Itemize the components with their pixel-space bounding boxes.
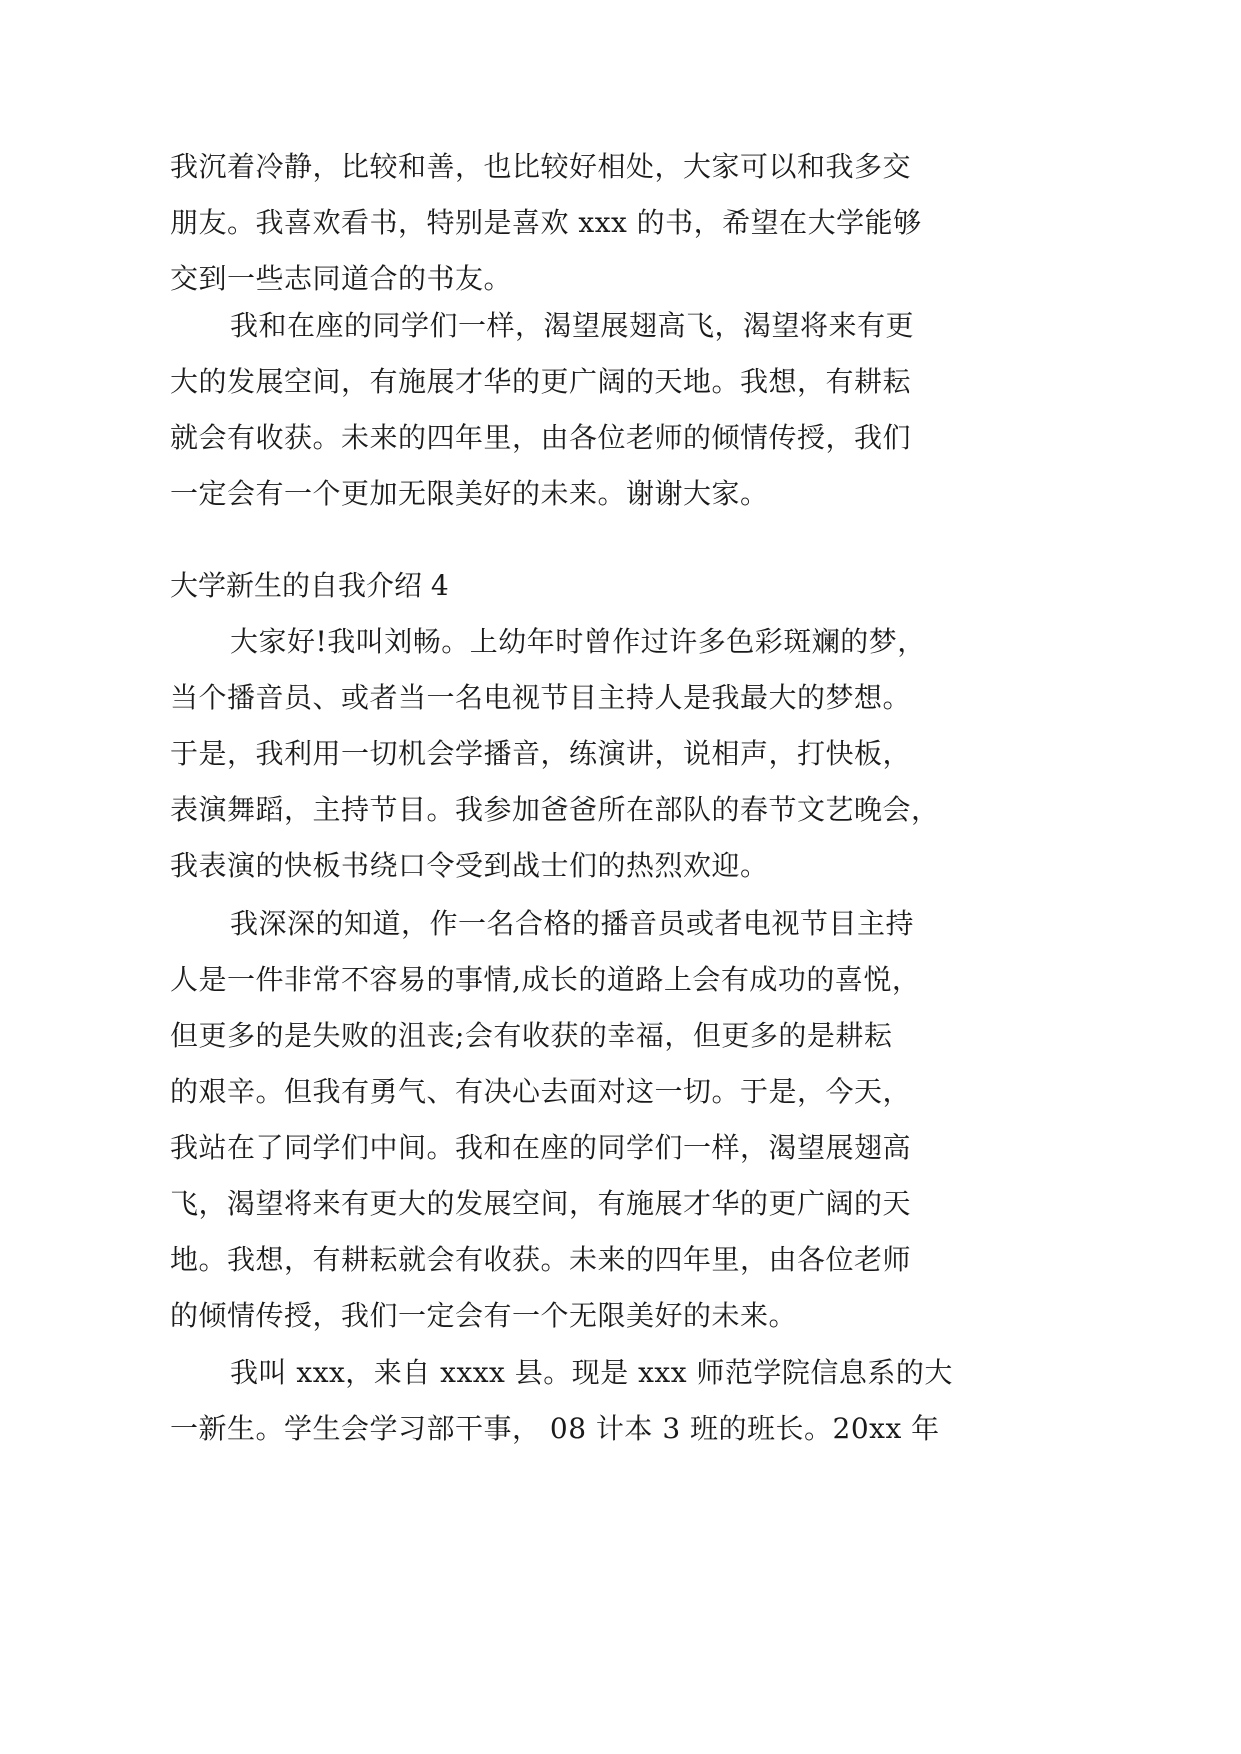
paragraph-line: 交到一些志同道合的书友。 bbox=[170, 262, 513, 295]
paragraph-line: 一新生。学生会学习部干事， 08 计本 3 班的班长。20xx 年 bbox=[170, 1412, 940, 1445]
paragraph-line: 表演舞蹈，主持节目。我参加爸爸所在部队的春节文艺晚会， bbox=[170, 793, 940, 826]
paragraph-line: 人是一件非常不容易的事情,成长的道路上会有成功的喜悦， bbox=[170, 963, 921, 996]
paragraph-line: 一定会有一个更加无限美好的未来。谢谢大家。 bbox=[170, 477, 769, 510]
paragraph-line: 就会有收获。未来的四年里，由各位老师的倾情传授，我们 bbox=[170, 421, 912, 454]
paragraph-2 bbox=[170, 298, 960, 522]
paragraph-line: 大家好!我叫刘畅。上幼年时曾作过许多色彩斑斓的梦， bbox=[230, 625, 926, 658]
paragraph-line: 我和在座的同学们一样，渴望展翅高飞，渴望将来有更 bbox=[230, 309, 915, 342]
paragraph-line: 我深深的知道，作一名合格的播音员或者电视节目主持 bbox=[230, 907, 915, 940]
paragraph-line: 的艰辛。但我有勇气、有决心去面对这一切。于是，今天， bbox=[170, 1075, 912, 1108]
paragraph-line: 的倾情传授，我们一定会有一个无限美好的未来。 bbox=[170, 1299, 798, 1332]
paragraph-5 bbox=[170, 1345, 960, 1457]
paragraph-line: 飞，渴望将来有更大的发展空间，有施展才华的更广阔的天 bbox=[170, 1187, 912, 1220]
paragraph-line: 地。我想，有耕耘就会有收获。未来的四年里，由各位老师 bbox=[170, 1243, 912, 1276]
paragraph-line: 朋友。我喜欢看书，特别是喜欢 xxx 的书，希望在大学能够 bbox=[170, 206, 922, 239]
paragraph-line: 当个播音员、或者当一名电视节目主持人是我最大的梦想。 bbox=[170, 681, 912, 714]
paragraph-line: 大的发展空间，有施展才华的更广阔的天地。我想，有耕耘 bbox=[170, 365, 912, 398]
paragraph-line: 我站在了同学们中间。我和在座的同学们一样，渴望展翅高 bbox=[170, 1131, 912, 1164]
paragraph-4 bbox=[170, 896, 960, 1344]
paragraph-line: 于是，我利用一切机会学播音，练演讲，说相声，打快板， bbox=[170, 737, 912, 770]
paragraph-3 bbox=[170, 614, 960, 894]
paragraph-line: 但更多的是失败的沮丧;会有收获的幸福，但更多的是耕耘 bbox=[170, 1019, 893, 1052]
paragraph-line: 我叫 xxx，来自 xxxx 县。现是 xxx 师范学院信息系的大 bbox=[230, 1356, 953, 1389]
paragraph-line: 我沉着冷静，比较和善，也比较好相处，大家可以和我多交 bbox=[170, 150, 912, 183]
paragraph-line: 我表演的快板书绕口令受到战士们的热烈欢迎。 bbox=[170, 849, 769, 882]
section-heading: 大学新生的自我介绍 4 bbox=[170, 569, 449, 602]
paragraph-1 bbox=[170, 139, 960, 307]
